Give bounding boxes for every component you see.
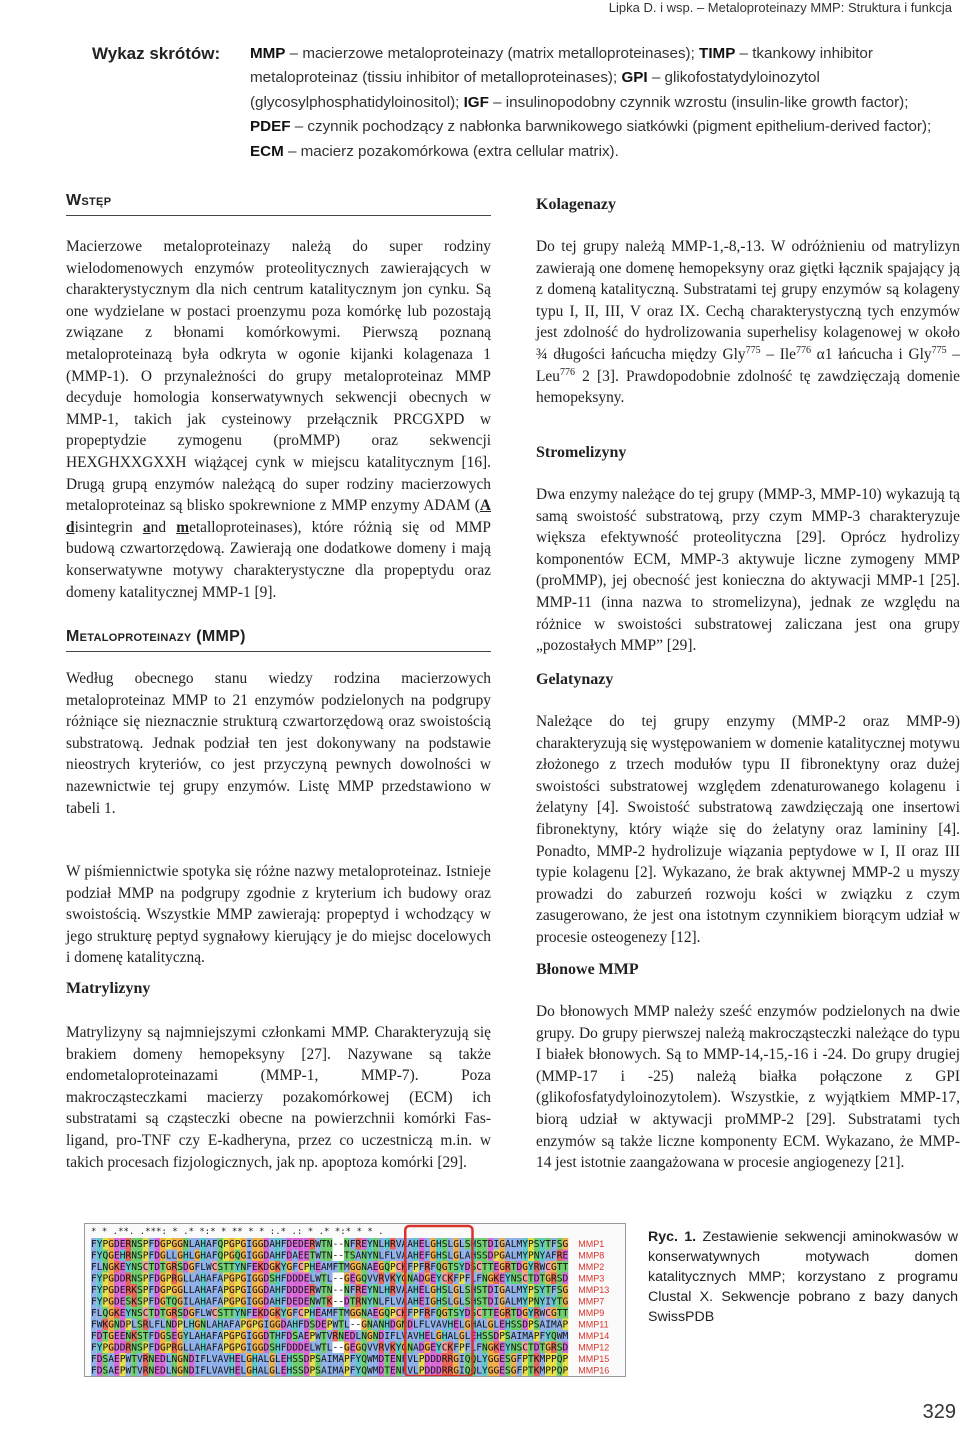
- alignment-row-label: MMP9: [578, 1308, 605, 1318]
- alignment-row: [91, 1365, 609, 1377]
- alignment-row: [91, 1319, 609, 1331]
- alignment-row-label: MMP7: [578, 1296, 605, 1307]
- svg-text:FDSAEPWTVRNEDLNGNDIFLVAVHELGHA: FDSAEPWTVRNEDLNGNDIFLVAVHELGHALGLEHSSDPSAIMAPFYQWMDTENFVLPDDDRRGIQQLYGGESGFPTKMPPQP: [91, 1365, 569, 1376]
- abbr-entry: MMP – macierzowe metaloproteinazy (matrix metalloproteinases);: [250, 45, 700, 62]
- blonowe-paragraph: Do błonowych MMP należy sześć enzymów podzielonych na dwie grupy. Do grupy pierwszej należą makrocząsteczki należące do typu I białek błonowych. Są to MMP-14,-15,-16 i -24. Do grupy drugiej (MMP-17 i -25) należą białka połączone z GPI (glikofosfatydyloinozytolem). Wszystkie, z wyjątkiem MMP-17, biorą udział w aktywacji proMMP-2 [29]. Substratami tych enzymów są także liczne komponenty ECM. Wykazano, że MMP-14 jest istotnie zaangażowana w procesie angiogenezy [21].: [536, 1003, 960, 1172]
- kolagenazy-paragraph: Do tej grupy należą MMP-1,-8,-13. W odróżnieniu od matrylizyn zawierają one domenę hemopeksyny oraz giętki łącznik spajający ją z domeną katalityczną. Substratami tej grupy enzymów są kolageny typu I, II, III, V oraz IX. Cechą charakterystyczną tych enzymów jest zdolność do hydrolizowania superhelisy kolagenowej w około ¾ długości łańcucha między Gly$^{775}$ – Ile$^{776}$ α1 łańcucha i Gly$^{775}$ – Leu$^{776}$ 2 [3]. Prawdopodobnie zdolność tę zawdzięczają domenie hemopeksyny.: [536, 238, 960, 407]
- svg-text:FWKGNDPLSRLFLNDPLHGNLAHAFAPGPG: FWKGNDPLSRLFLNDPLHGNLAHAFAPGPGIGGDAHFDSDEPWTL--GNANHDGNDLFLVAVHELGHALGLEHSSDPSAIMAP: [91, 1319, 569, 1331]
- intro-paragraph: Macierzowe metaloproteinazy należą do super rodziny wielodomenowych enzymów proteolitycznych zawierających w charakterystycznym dla nich centrum katalitycznym jon cynku. Są one wydzielane w postaci proenzymu poza komórkę lub pozostają związane z błonami komórkowymi. Pierwszą poznaną metaloproteinazą była odkryta w ogonie kijanki kolagenaza 1 (MMP-1). O przynależności do grupy metaloproteinaz MMP decyduje homologia konserwatywnych sekwencji obecnych w MMP-1, takich jak cysteinowy przełącznik PRCGXPD w propeptydzie zymogenu (proMMP) oraz sekwencji HEXGHXXGXXH wiążącej cynk w miejscu katalitycznym [16]. Drugą grupą enzymów należącą do super rodziny macierzowych metaloproteinaz są blisko spokrewnione z MMP enzymy ADAM (A disintegrin and metalloproteinases), które różnią się od MMP budową czwartorzędową. Zawierają one dodatkowe domeny i mają konserwatywne motywy charakterystyczne dla propeptydu oraz domeny katalitycznej MMP-1 [9].: [66, 238, 491, 601]
- svg-text:FYPGDERKSPFDGPGGLLAHAFAPGPGIGG: FYPGDERKSPFDGPGGLLAHAFAPGPGIGGDAHFDDDERWTN--NFREYNLHRVAAHELGHSLGLSHSTDIGALMYPSYTFSG: [91, 1285, 569, 1296]
- alignment-row-label: MMP15: [578, 1354, 610, 1364]
- figure-caption: Ryc. 1. Zestawienie sekwencji aminokwasów w konserwatywnych motywach domen katalitycznych MMP; korzystano z programu Clustal X. Sekwencje pobrano z bazy danych SwissPDB: [648, 1229, 958, 1325]
- svg-text:FLQGKEYNSCTDTGRSDGFLWCSTTYNFEK: FLQGKEYNSCTDTGRSDGFLWCSTTYNFEKDGKYGFCPHEAMFTMGGNAEGQPCKFPFRFQGTSYDSCTTEGRTDGYRWCGTT: [91, 1308, 569, 1319]
- alignment-row-label: MMP16: [578, 1365, 610, 1376]
- page-number: 329: [922, 1401, 956, 1423]
- svg-text:FYQGEHRNSPFDGLLGHLGHAFQPGQGIGG: FYQGEHRNSPFDGLLGHLGHAFQPGQGIGGDAHFDAEETWTN--TSANYNLFLVAAHEFGHSLGLAHSSDPGALMYPNYAFRE: [91, 1250, 569, 1262]
- mmp-paragraph-1: Według obecnego stanu wiedzy rodzina macierzowych metaloproteinaz MMP to 21 enzymów podzielonych na podgrupy różniące się nieznacznie strukturą czwartorzędową oraz swoistością substratową. Jednak podział ten jest dokonywany na podstawie nieostrych kryteriów, co jest przyczyną pewnych dowolności w nazewnictwie tej grupy enzymów. Listę MMP przedstawiono w tabeli 1.: [66, 670, 491, 817]
- svg-text:FYPGDERNSPFDGPGGNLAHAFQPGPGIGG: FYPGDERNSPFDGPGGNLAHAFQPGPGIGGDAHFDEDERWTN--NFREYNLHRVAAHELGHSLGLSHSTDIGALMYPSYTFSG: [91, 1239, 569, 1250]
- alignment-row: [91, 1273, 604, 1285]
- alignment-row: [91, 1307, 604, 1319]
- svg-text:FDSAEPWTVRNEDLNGNDIFLVAVHELGHA: FDSAEPWTVRNEDLNGNDIFLVAVHELGHALGLEHSSDPSAIMAPFYQWMDTENFVLPDDDRRGIQQLYGGESGFPTKMPPQP: [91, 1354, 569, 1365]
- alignment-row: [91, 1342, 609, 1354]
- subheading-matrylizyny: Matrylizyny: [66, 980, 151, 997]
- alignment-row: [91, 1250, 604, 1262]
- svg-text:FYPGDDRNSPFDGPRGLLAHAFAPGPGIGG: FYPGDDRNSPFDGPRGLLAHAFAPGPGIGGDSHFDDDELWTL--GEGQVVRVKYGNADGEYCKFPFLFNGKEYNSCTDTGRSD: [91, 1273, 569, 1285]
- abbr-entry: TIMP – tkankowy inhibitor metaloproteinaz (tissiu inhibitor of metalloproteinases);: [250, 45, 873, 87]
- section-heading-intro: Wstęp: [66, 192, 491, 216]
- abbr-entry: GPI – glikofostatydyloinozytol (glycosylphosphatidyloinositol);: [250, 69, 820, 111]
- stromelizyny-paragraph: Dwa enzymy należące do tej grupy (MMP-3, MMP-10) wykazują tą samą swoistość substratową, przy czym MMP-3 charakteryzuje większa efektywność proteolityczna [29]. Oprócz hydrolizy komponentów ECM, MMP-3 aktywuje liczne zymogeny MMP (proMMP), jej obecność jest konieczna do aktywacji MMP-1 [25]. MMP-11 (inna nazwa to stromelizyna), jednak ze względu na różnice w swoistości substratowej zaliczana jest ona grupy „pozostałych MMP” [29].: [536, 486, 960, 655]
- abbreviations-list: [250, 42, 950, 164]
- alignment-row-label: MMP2: [578, 1262, 605, 1272]
- running-header: Lipka D. i wsp. – Metaloproteinazy MMP: Struktura i funkcja: [608, 0, 952, 15]
- alignment-row-label: MMP11: [578, 1319, 609, 1330]
- alignment-row: [91, 1261, 604, 1273]
- alignment-row-label: MMP3: [578, 1273, 605, 1284]
- matrylizyny-paragraph: Matrylizyny są najmniejszymi członkami MMP. Charakteryzują się brakiem domeny hemopeksyny [27]. Nazywane są także endometaloproteinazami (MMP-1, MMP-7). Poza makrocząsteczkami macierzy pozakomórkowej (ECM) ich substratami są cząsteczki obecne na powierzchnii komórki Fas-ligand, pro-TNF czy E-kadheryna, przez co uczestniczą m.in. w takich procesach fizjologicznych, jak np. apoptoza komórki [29].: [66, 1024, 491, 1171]
- alignment-row-label: MMP12: [578, 1342, 610, 1353]
- svg-text:FYPGDESKSPFDGTQGILAHAFAPGPGIGG: FYPGDESKSPFDGTQGILAHAFAPGPGIGGDAHFDEDENWTK--DTRNYNLFLVAAHEIGHSLGLSHSTDIGALMYPNYIYTG: [91, 1296, 569, 1308]
- conservation-line: * * .**. .***: * .* *:* * ** * * :.* .: * .* *:* * * .: [91, 1227, 384, 1237]
- subheading-kolagenazy: Kolagenazy: [536, 196, 616, 213]
- subheading-blonowe: Błonowe MMP: [536, 961, 639, 978]
- alignment-row: [91, 1296, 604, 1308]
- alignment-svg: [85, 1224, 625, 1376]
- svg-text:FYPGDDRNSPFDGPRGLLAHAFAPGPGIGG: FYPGDDRNSPFDGPRGLLAHAFAPGPGIGGDSHFDDDELWTL--GEGQVVRVKYGNADGEYCKFPFLFNGKEYNSCTDTGRSD: [91, 1342, 569, 1354]
- subheading-gelatynazy: Gelatynazy: [536, 671, 614, 688]
- abbreviations-label: Wykaz skrótów:: [92, 44, 221, 63]
- alignment-row: [91, 1353, 609, 1365]
- alignment-row-label: MMP14: [578, 1331, 610, 1341]
- abbr-entry: IGF – insulinopodobny czynnik wzrostu (insulin-like growth factor);: [463, 93, 909, 111]
- abbr-entry: PDEF – czynnik pochodzący z nabłonka barwnikowego siatkówki (pigment epithelium-derived factor);: [250, 118, 932, 136]
- subheading-stromelizyny: Stromelizyny: [536, 444, 627, 461]
- alignment-row-label: MMP13: [578, 1285, 610, 1295]
- gelatynazy-paragraph: Należące do tej grupy enzymy (MMP-2 oraz MMP-9) charakteryzują się występowaniem w domenie katalitycznej motywu złożonego z trzech modułów typu II fibronektyny oraz dużej swoistości substratowej względem zdenaturowanego kolagenu i żelatyny [4]. Swoistość substratową zawdzięczają one insertowi fibronektyny, który wiąże się do żelatyny oraz lamininy [4]. Ponadto, MMP-2 hydrolizuje wiązania peptydowe w I, II oraz III typie kolagenu [2]. Wykazano, że brak aktywnej MMP-2 u myszy prowadzi do zaburzeń rozwoju kości w związku z czym zasugerowano, że jest ona istotnym czynnikiem biorącym udział w procesie osteogenezy [12].: [536, 713, 960, 946]
- alignment-row: [91, 1284, 609, 1296]
- section-heading-mmp: Metaloproteinazy (MMP): [66, 628, 491, 652]
- alignment-row-label: MMP8: [578, 1250, 605, 1261]
- sequence-alignment-figure: [84, 1223, 626, 1377]
- alignment-row: [91, 1330, 609, 1342]
- alignment-row: [91, 1238, 604, 1250]
- mmp-paragraph-2: W piśmiennictwie spotyka się różne nazwy metaloproteinaz. Istnieje podział MMP na podgrupy zgodnie z kryterium ich budowy oraz swoistością. Wszystkie MMP zawierają: propeptyd i wchodzący w jego strukturę peptyd sygnałowy kierujący je do miejsc docelowych i domenę katalityczną.: [66, 863, 491, 967]
- alignment-row-label: MMP1: [578, 1239, 605, 1249]
- svg-text:FDTGEENKSTFDGSEGYLAHAFAPGPGIGG: FDTGEENKSTFDGSEGYLAHAFAPGPGIGGDTHFDSAEPWTVRNEDLNGNDIFLVAVHELGHALGLEHSSDPSAIMAPFYQWM: [91, 1331, 569, 1342]
- abbr-entry: ECM – macierz pozakomórkowa (extra cellular matrix).: [250, 142, 619, 160]
- svg-text:FLNGKEYNSCTDTGRSDGFLWCSTTYNFEK: FLNGKEYNSCTDTGRSDGFLWCSTTYNFEKDGKYGFCPHEAMFTMGGNAEGQPCKFPFRFQGTSYDSCTTEGRTDGYRWCGTT: [91, 1262, 569, 1273]
